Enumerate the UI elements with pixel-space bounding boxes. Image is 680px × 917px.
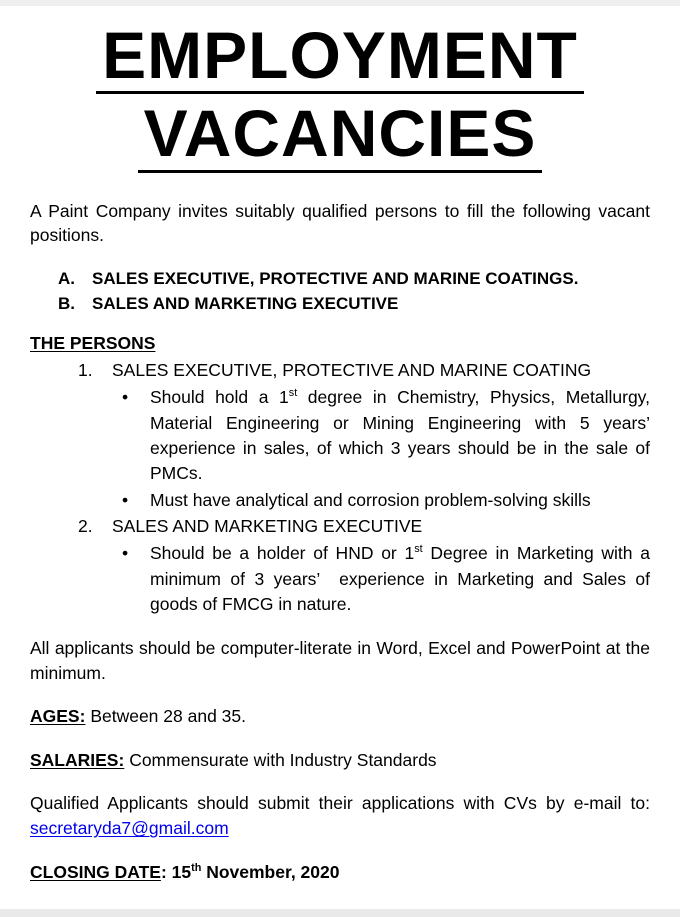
bullet-icon: •: [122, 543, 129, 564]
positions-list: [30, 266, 650, 317]
ages-value: Between 28 and 35.: [90, 706, 246, 727]
title-line-employment: EMPLOYMENT: [96, 22, 584, 94]
section-heading-the-persons: THE PERSONS: [30, 332, 156, 353]
closing-date-label: CLOSING DATE: [30, 861, 161, 882]
positions-marker-a: A.: [58, 268, 75, 288]
person-2-marker: 2.: [78, 516, 93, 537]
ages-label: AGES:: [30, 706, 86, 727]
intro-paragraph: A Paint Company invites suitably qualified persons to fill the following vacant positions.: [30, 200, 650, 246]
page-title: [30, 18, 650, 173]
list-item: [30, 541, 650, 617]
application-text: Qualified Applicants should submit their applications with CVs by e-mail to:: [30, 793, 650, 814]
person-2-heading: [30, 514, 650, 539]
positions-marker-b: B.: [58, 294, 75, 314]
ages-line: [30, 704, 650, 729]
person-1-bullet-1: Should hold a 1st degree in Chemistry, Physics, Metallurgy, Material Engineering or Mining Engineering with 5 years’ experience in sales, of which 3 years should be in the sale of PMCs.: [150, 387, 650, 484]
title-line-vacancies: VACANCIES: [138, 100, 543, 172]
person-1-heading: [30, 358, 650, 383]
list-item: [30, 488, 650, 513]
application-paragraph: [30, 791, 650, 842]
person-2-label: SALES AND MARKETING EXECUTIVE: [112, 516, 423, 537]
list-item: [30, 266, 650, 292]
application-email-link[interactable]: secretaryda7@gmail.com: [30, 818, 229, 839]
positions-label-a: SALES EXECUTIVE, PROTECTIVE AND MARINE COATINGS.: [92, 268, 579, 288]
closing-date-line: [30, 860, 650, 885]
person-1-label: SALES EXECUTIVE, PROTECTIVE AND MARINE COATING: [112, 359, 592, 380]
person-2-bullet-1: Should be a holder of HND or 1st Degree in Marketing with a minimum of 3 years’ experience in Marketing and Sales of goods of FMCG in nature.: [150, 543, 650, 615]
person-1-bullets: [30, 385, 650, 513]
computer-literacy-paragraph: All applicants should be computer-literate in Word, Excel and PowerPoint at the minimum.: [30, 637, 650, 683]
list-item: [30, 514, 650, 618]
person-2-bullets: [30, 541, 650, 617]
bullet-icon: •: [122, 387, 129, 408]
salaries-label: SALARIES:: [30, 749, 125, 770]
positions-label-b: SALES AND MARKETING EXECUTIVE: [92, 294, 399, 314]
person-1-bullet-2: Must have analytical and corrosion problem-solving skills: [150, 489, 591, 510]
person-1-marker: 1.: [78, 359, 93, 380]
page-top-edge: [0, 0, 680, 6]
closing-date-value: : 15th November, 2020: [160, 861, 340, 882]
list-item: [30, 385, 650, 487]
salaries-value: Commensurate with Industry Standards: [129, 749, 437, 770]
page-bottom-edge: [0, 909, 680, 917]
salaries-line: [30, 748, 650, 773]
list-item: [30, 291, 650, 317]
list-item: [30, 358, 650, 513]
persons-list: [30, 358, 650, 618]
bullet-icon: •: [122, 489, 129, 510]
